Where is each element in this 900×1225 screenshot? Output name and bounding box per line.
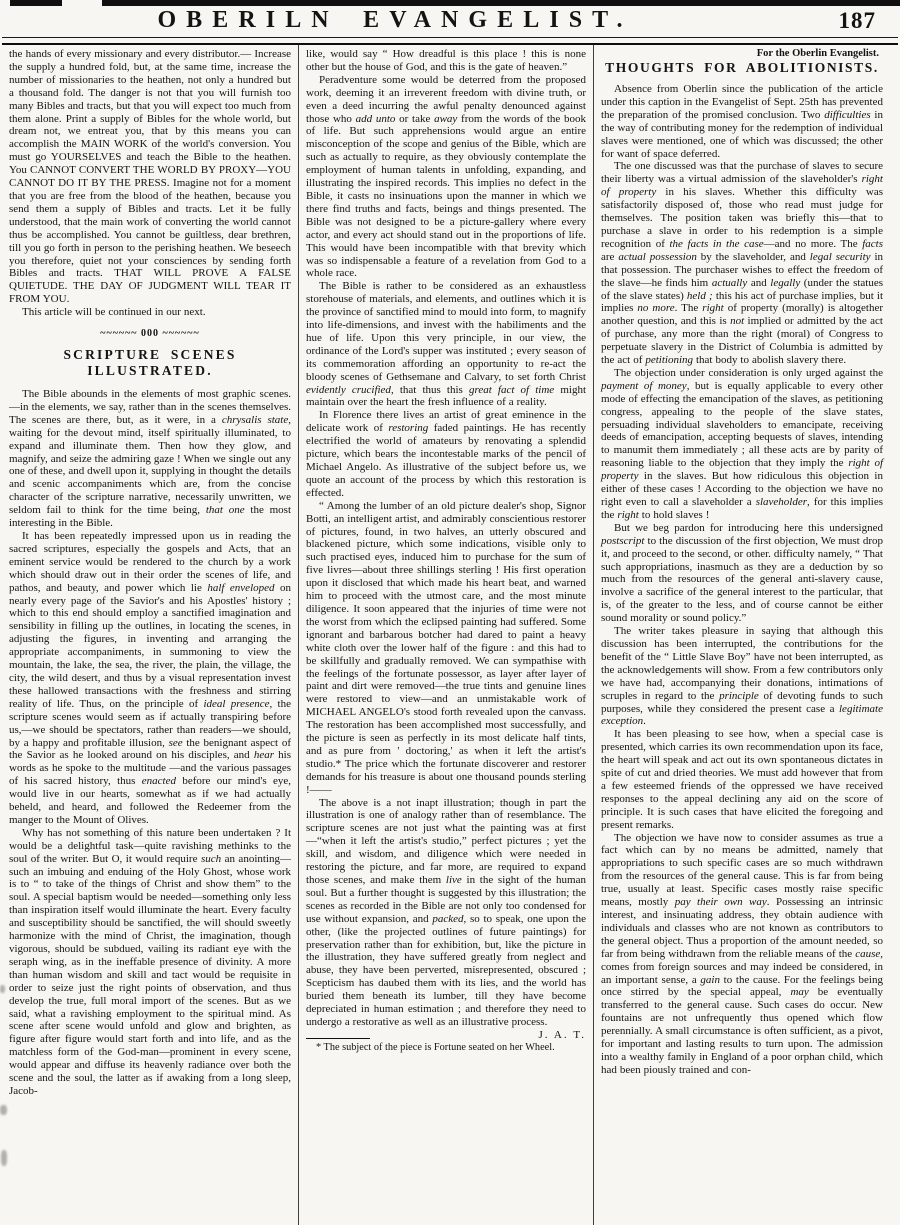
paragraph: The above is a not inapt illustration; though in part the illustration is one of analogy rather than of resemblance. The scripture scenes are not just what the painting was at first—“when it left the artist's studio,” perfect pictures ; yet the skill, and wisdom, and diligence which were needed in restoring the picture, and far more, are required to expand those scenes, and make them live in the sight of the human soul. But a further thought is suggested by this illustration; the scenes as recorded in the Bible are not only too condensed for use without expansion, and packed, so to speak, one upon the other, (like the projected outlines of future paintings) for preservation rather than for exhibition, but, like the picture in the illustration, they have suffered greatly from neglect and abuse, they have been perverted, misrepresented, obscured ; Scepticism has daubed them with its lies, and the world has buried them beneath its lumber, till they have become depreciated in human estimation ; and therefore they need to undergo a restorative as well as an illustrative process. J. A. T. [306, 796, 586, 1041]
paragraph: The objection we have now to consider assumes as true a fact which can by no means be admitted, namely that appropriations to such specific cases are so much withdrawn from the resources of the general cause. This is far from being true, usually at least. Specific cases mostly raise specific means, mostly pay their own way. Possessing an intrinsic interest, and insinuating address, they obtain audience with individuals and classes who are not known as contributors to the general object. Thus a proportion of the amount needed, so far from being withdrawn from the reliable means of the cause, comes from foreign sources and may indeed be considered, in an important sense, a gain to the cause. For the feelings being once stirred by the special appeal, may be eventually transferred to the general cause. Such cases do occur. New fountains are not unfrequently thus opened which flow perennially. A small circumstance is often sufficient, as a pivot, for important and lasting results to turn upon. The admission into a wealthy family in England of a poor orphan child, which had been piously trained and con- [601, 831, 884, 1076]
heading-scripture-scenes: SCRIPTURE SCENES ILLUSTRATED. [63, 347, 237, 379]
scan-smudge [0, 985, 5, 993]
footnote-text: * The subject of the piece is Fortune seated on her Wheel. [316, 1041, 555, 1053]
paragraph: Peradventure some would be deterred from the proposed work, deeming it an irreverent freedom with divine truth, or even a deed incurring the awful penalty denounced against those who add unto or take away from the words of the book of life. But such apprehensions would argue an entire misconception of the scope and genius of the Bible, which are such as actually to require, as they obviously contemplate the employment of human talents in unfolding, expanding, and illustrating the inspired records. This implies no defect in the Bible, it casts no insinuations upon the manner in which we there find truths and facts, beings and things presented. The Bible was not designed to be a picture-gallery where every actor, and every act should stand out in the proportions of life. This would have been incompatible with that brevity which was so indispensable a feature of a revelation from God to a whole race. [306, 73, 586, 280]
scan-smudge [0, 1105, 7, 1115]
scan-smudge [1, 1150, 7, 1166]
paragraph: The Bible is rather to be considered as an exhaustless storehouse of materials, and elements, and outlines which it is the province of sanctified mind to mould into form, to magnify into life-dimensions, and invest with the habiliments and the hue of life. Upon this very principle, in our view, the ordinance of the Lord's supper was instituted ; every season of its commemoration affording an opportunity to re-act the bloody scenes of Gethsemane and Calvary, to set forth Christ evidently crucified, that thus this great fact of time might maintain over the heart the fresh influence of a reality. [306, 280, 586, 409]
masthead-title: OBERILN EVANGELIST. [157, 7, 633, 33]
article-kicker: For the Oberlin Evangelist. [756, 48, 879, 59]
masthead [0, 6, 900, 36]
masthead-double-rule [2, 37, 898, 45]
page-columns [0, 45, 900, 1225]
article-scripture-scenes-body [9, 388, 291, 1098]
paragraph: The writer takes pleasure in saying that although this discussion has been interrupted, the contributions for the benefit of the “ Little Slave Boy” have not been interrupted, as the acknowledgements will show. From a few contributors only we have had, accompanying their donations, intimations of scruples in regard to the principle of devoting funds to such purposes, while they considered the present case a legitimate exception. [601, 625, 883, 728]
paragraph: It has been pleasing to see how, when a special case is presented, which carries its own recommendation upon its face, the heart will speak and act out its own spontaneous dictates in spite of cut and dried theories. We must add however that from a few esteemed friends of the oppressed we have received responses to the appeal declining any aid on the score of principle. It is such cases that have elicited the foregoing and present remarks. [601, 728, 883, 831]
article-missionary-continuation [9, 48, 291, 319]
paragraph: the hands of every missionary and every distributor.— Increase the supply a hundred fold, but, at the same time, increase the number of missionaries to the heathen, not only a hundred but a thousand fold. The danger is not that you will furnish too many Bibles and tracts, but that you will expect too much from them alone. Print a supply of Bibles for the whole world, but dream not, we entreat you, that by this means you can accomplish the MAIN WORK of the world's conversion. You must go YOURSELVES and teach the Bible to the heathen. You CANNOT CONVERT THE WORLD BY PROXY—YOU CANNOT DO IT BY THE PRESS. Imagine not for a moment that you are free from the blood of the heathen, because you send them a supply of Bibles and tracts. Let it be fully understood, that the main work of converting the world cannot thus be accomplished. You cannot be guiltless, dear brethren, till you go forth in person to the perishing heathen. We beseech you therefore, quiet not your consciences by sending forth Bibles and tracts. THAT WILL PROVE A FALSE QUIETUDE. THE DAY OF JUDGMENT WILL TEAR IT FROM YOU. [9, 48, 291, 306]
paragraph: Why has not something of this nature been undertaken ? It would be a delightful task—quite ravishing methinks to the soul of the writer. But O, it would require such an anointing—such an imbuing and enduing of the Holy Ghost, whose work is to “ to take of the things of Christ and show them” to the soul. A special baptism would be needed—something only less than inspiration itself would illuminate the heart. Every faculty and susceptibility should be sanctified, the will should sweetly harmonize with the mind of Christ, the imagination, though vigorous, should be subdued, vailing its radiant eye with the seraph wing, as in the ineffable presence of divinity. A more than human wisdom and skill and tact would be requisite in order to seize just the right points of observation, and thus develop the true, full moral import of the scenes. But as we said, what a ravishing employment to the spiritual mind. As scene after scene would unfold and glow and brighten, as figure after figure would start forth and into life, and as the matchless form of the God-man—prominent in every scene, would appear and diffuse its heavenly radiance over both the scene and the soul, the latter as if awaking from a long sleep, Jacob- [9, 826, 291, 1097]
paragraph: In Florence there lives an artist of great eminence in the delicate work of restoring faded paintings. He has recently electrified the world of amateurs by renovating a splendid picture, which bears the incontestable marks of the pencil of Michael Angelo. As illustrative of the subject before us, we quote an account of the process by which this restoration is effected. [306, 409, 586, 499]
paragraph: But we beg pardon for introducing here this undersigned postscript to the discussion of the first objection, We must drop it, and proceed to the second, or other. difficulty namely, “ That such appropriations, inasmuch as they are a deduction by so much from the resources of the general anti-slavery cause, involve a sacrifice of the general interest to the particular, that is, of the greater to the less, and of course cannot be either sound morality or sound policy.” [601, 521, 883, 625]
paragraph: It has been repeatedly impressed upon us in reading the sacred scriptures, especially the gospels and Acts, that an eminent service would be rendered to the church by a work which should draw out in their order the scenes of life, and pathos, and beauty, and power which lie half enveloped on nearly every page of the Savior's and his Apostles' history ; which to this end should employ a sanctified imagination and sensibility in filling up the outlines, in locating the scenes, in adjusting the figures, in inventing and arranging the appropriate accompaniments, in summoning to view the mountain, the lake, the sea, the river, the plain, the village, the city, the wild desert, and thus by a visual representation invest these hallowed transactions with the freshness and stirring reality of life. Thus, on the principle of ideal presence, the scripture scenes would seem as if actually transpiring before us,—we should be spectators, rather than readers—we should, by a happy and profitable illusion, see the benignant aspect of the Savior as he looked around on his disciples, and hear his words as he spoke to the multitude —and the various passages of his sacred history, thus enacted before our mind's eye, would live in our hearts, somewhat as if we had actually beheld, and heard, and followed the Redeemer from the manger to the Mount of Olives. [9, 530, 292, 826]
column-2 [298, 45, 594, 1225]
ornament-glyphs: ~~~~~~ 000 ~~~~~~ [100, 328, 200, 340]
paragraph: like, would say “ How dreadful is this place ! this is none other but the house of God, and this is the gate of heaven.” [306, 48, 586, 73]
paragraph: The objection under consideration is only urged against the payment of money, but is equally applicable to every other mode of effecting the emancipation of the slaves, as petitioning congress, appealing to the people of the slave states, persuading individual slaveholders to emancipate, receiving deeds of emancipation, accepting bequests of slaves, intending to manumit them immediately ; all these acts are by parity of reasoning liable to the objection that they imply the right of property in the slaves. But how ridiculous this objection in either of these cases ! According to the objection we have no right even to call a slaveholder a slaveholder, for this implies the right to hold slaves ! [601, 366, 883, 521]
column-1 [2, 45, 298, 1225]
article-scripture-scenes-continued [306, 48, 586, 1041]
footnote-separator-rule [306, 1038, 370, 1039]
page-number: 187 [838, 8, 876, 33]
paragraph: “ Among the lumber of an old picture dealer's shop, Signor Botti, an intelligent artist, and admirably conscientious restorer of pictures, found, in two halves, an utterly obscured and blackened picture, which some indications, visible only to such practised eyes, induced him to purchase for the sum of five livres—about three shillings sterling ! His first operation upon it disclosed that which made his heart beat, and warned him to proceed with the utmost care, and the most minute diligence. It soon appeared that the injuries of time were not the worst from which the eclipsed painting had suffered. Some ignorant and barbarous botcher had dared to paint a heavy white cloth over the lower half of the figure : and this had to be skillfully and gradually removed. We can sympathise with the feelings of the fortunate possessor, as layer after layer of paint and dirt were removed—the true tints and genuine lines were restored to view—and an unmistakable work of MICHAEL ANGELO's stood forth revealed upon the canvass. The restoration has been accomplished most successfully, and the picture is seen as perfectly in its most delicate half tints, and as pure from ' doctoring,' as when it left the artist's studio.* The price which the fortunate discoverer and restorer demands for his treasure is about one thousand pounds sterling !—— [306, 499, 586, 796]
paragraph: Absence from Oberlin since the publication of the article under this caption in the Evangelist of Sept. 25th has prevented the preparation of the promised conclusion. Two difficulties in the way of contributing money for the redemption of individual slaves were mentioned, one of which was discussed; the other for want of space deferred. [601, 83, 883, 160]
heading-thoughts-for-abolitionists: THOUGHTS FOR ABOLITIONISTS. [605, 60, 879, 75]
paragraph: The Bible abounds in the elements of most graphic scenes.—in the elements, we say, rather than in the scenes themselves. The scenes are there, but, as it were, in a chrysalis state, waiting for the devout mind, itself spiritually illuminated, to expand and illuminate them. Then how they glow, and magnify, and seize the admiring gaze ! When we single out any one of these, and dwell upon it, supplying in thought the details and scenic accompaniments which are, from the concise character of the scripture narrative, necessarily unwritten, we seldom fail to think for the time being, that one the most interesting in the Bible. [9, 388, 291, 530]
section-divider-ornament [9, 328, 291, 339]
column-3 [594, 45, 890, 1225]
paragraph: This article will be continued in our next. [22, 306, 206, 319]
article-thoughts-for-abolitionists-body [601, 83, 883, 1077]
paragraph: The one discussed was that the purchase of slaves to secure their liberty was a virtual admission of the slaveholder's right of property in his slaves. Whether this difficulty was satisfactorily disposed of, those who read must judge for themselves. The position taken was briefly this—that to purchase a slave in order to his redemption is a simple recognition of the facts in the case—and no more. The facts are actual possession by the slaveholder, and legal security in that possession. The purchaser wishes to effect the freedom of the slave—he finds him actually and legally (under the statues of the slave states) held ; this his act of purchase implies, but it implies no more. The right of property (morally) is altogether another question, and this is not implied or admitted by the act of purchase, any more than the right (moral) of Congress to perpetuate slavery in the District of Columbia is admitted by the act of petitioning that body to abolish slavery there. [601, 160, 884, 367]
